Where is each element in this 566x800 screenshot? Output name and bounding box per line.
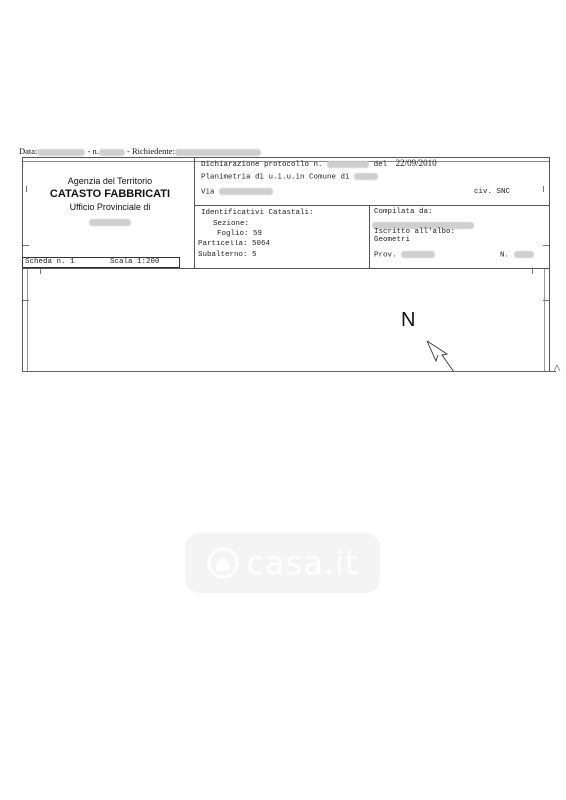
sezione-label: Sezione:	[213, 220, 250, 228]
particella-value: Particella: 5064	[198, 240, 271, 247]
redacted-protocol	[327, 161, 369, 168]
catasto-title: CATASTO FABBRICATI	[49, 188, 171, 200]
subalterno-value: Subalterno: 5	[198, 251, 257, 259]
declaration-date: 22/09/2010	[395, 158, 437, 168]
del-label: del	[373, 161, 388, 169]
prov-line	[374, 251, 435, 259]
redacted-requester	[175, 149, 261, 156]
watermark-text: casa.it	[246, 544, 359, 582]
north-arrow-icon	[420, 334, 460, 374]
casa-it-watermark	[185, 533, 380, 593]
protocol-line	[201, 158, 437, 169]
decl-box-left	[194, 157, 195, 268]
tick-plan-right	[543, 300, 549, 301]
tick-plan-left	[23, 300, 29, 301]
n-label-compiler: N.	[500, 251, 510, 260]
agency-block	[30, 176, 190, 230]
tick-right-top	[543, 186, 544, 192]
tick-left-mid	[23, 245, 29, 246]
iscritto-value: Geometri	[374, 236, 411, 244]
richiedente-label: - Richiedente:	[127, 146, 175, 156]
north-label: N	[401, 309, 416, 331]
via-label: Via	[201, 188, 215, 197]
tick-plan-top-right	[532, 269, 533, 274]
plan-inner-left	[27, 269, 28, 372]
page-crop-edge	[22, 371, 556, 372]
redacted-number	[99, 149, 125, 156]
ident-compiler-divider	[369, 205, 370, 268]
n-label: - n.	[87, 146, 99, 156]
plan-inner-right	[544, 269, 545, 372]
decl-box-mid	[194, 205, 549, 206]
ufficio-label: Ufficio Provinciale di	[69, 202, 151, 212]
via-line	[201, 188, 273, 196]
tick-plan-top-left	[40, 269, 41, 274]
scala-label: Scala 1:200	[110, 258, 160, 266]
iscritto-label: Iscritto all'albo:	[374, 228, 456, 236]
redacted-comune	[354, 173, 378, 180]
foglio-value: Foglio: 59	[217, 230, 263, 238]
protocol-label: Dichiarazione protocollo n.	[201, 161, 323, 169]
agency-name: Agenzia del Territorio	[67, 176, 153, 186]
civ-label: civ. SNC	[474, 188, 511, 196]
planimetria-line	[201, 173, 378, 181]
planimetria-label: Planimetria di u.i.u.in Comune di	[201, 173, 350, 182]
n-line	[500, 251, 534, 259]
redacted-date	[37, 149, 85, 156]
compilata-label: Compilata da:	[374, 208, 433, 216]
ident-title: Identificativi Catastali:	[201, 209, 314, 217]
redacted-prov	[401, 251, 435, 258]
tick-right-mid	[543, 245, 549, 246]
header-line	[19, 146, 261, 156]
casa-logo-icon	[206, 546, 240, 580]
redacted-via	[219, 188, 273, 195]
prov-label: Prov.	[374, 251, 397, 260]
scheda-label: Scheda n. 1	[25, 258, 75, 266]
redacted-n	[514, 251, 534, 258]
form-header-divider	[22, 268, 549, 269]
form-right-border	[549, 157, 550, 372]
redacted-ufficio	[89, 219, 131, 226]
tick-left-top	[26, 186, 27, 192]
data-label: Data:	[19, 146, 38, 156]
